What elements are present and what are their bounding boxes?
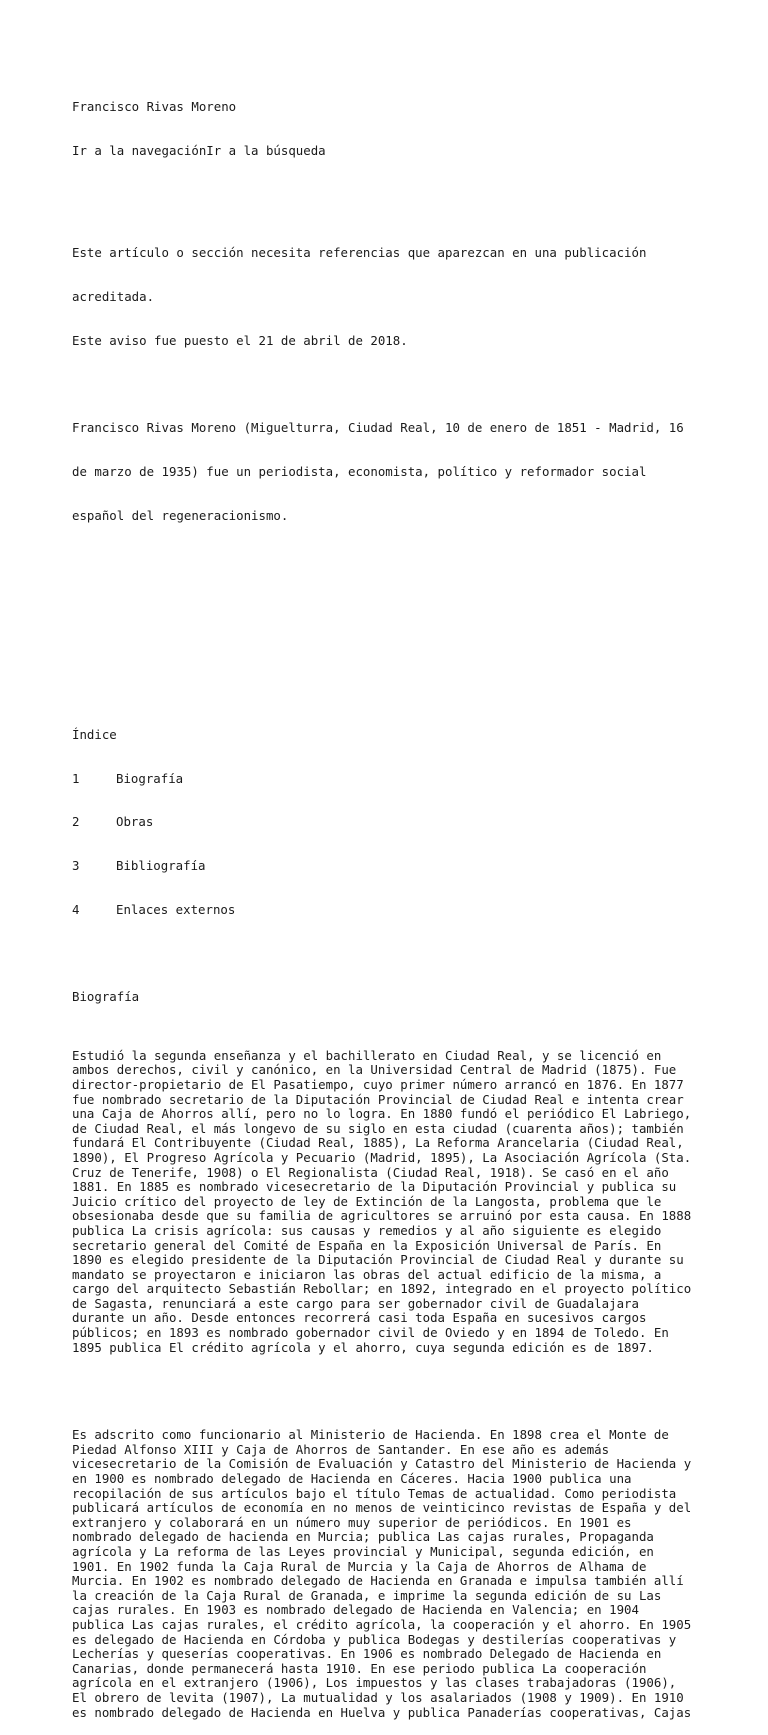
paragraph-line: Estudió la segunda enseñanza y el bachillerato en Ciudad Real, y se licenció en <box>72 1047 662 1063</box>
paragraph-line: recopilación de sus artículos bajo el título Temas de actualidad. Como periodista <box>72 1485 677 1501</box>
intro-line: Francisco Rivas Moreno (Miguelturra, Ciudad Real, 10 de enero de 1851 - Madrid, 16 <box>72 420 684 436</box>
toc-item[interactable] <box>72 815 712 830</box>
paragraph-line: Murcia. En 1902 es nombrado delegado de Hacienda en Granada e impulsa también allí <box>72 1573 684 1589</box>
paragraph-line: agrícola y La reforma de las Leyes provincial y Municipal, segunda edición, en <box>72 1543 654 1559</box>
paragraph-line: de Sagasta, renunciará a este cargo para ser gobernador civil de Guadalajara <box>72 1295 639 1311</box>
paragraph-line: agrícola en el extranjero (1906), Los impuestos y las clases trabajadoras (1906), <box>72 1675 677 1691</box>
paragraph-line: secretario general del Comité de España en la Exposición Universal de París. En <box>72 1237 662 1253</box>
paragraph-line: obsesionaba desde que su familia de agricultores se arruinó por esta causa. En 1888 <box>72 1208 692 1224</box>
table-of-contents <box>72 699 712 947</box>
paragraph-line: vicesecretario de la Comisión de Evaluación y Catastro del Ministerio de Hacienda y <box>72 1456 692 1472</box>
toc-item-number: 4 <box>72 901 80 917</box>
intro-line: español del regeneracionismo. <box>72 507 289 523</box>
page-title: Francisco Rivas Moreno <box>72 99 237 115</box>
paragraph-line: fue nombrado secretario de la Diputación Provincial de Ciudad Real e intenta crear <box>72 1091 684 1107</box>
paragraph-line: Piedad Alfonso XIII y Caja de Ahorros de Santander. En ese año es además <box>72 1441 610 1457</box>
document-page <box>72 71 712 1735</box>
paragraph-line: 1890), El Progreso Agrícola y Pecuario (Madrid, 1895), La Asociación Agrícola (Sta. <box>72 1149 692 1165</box>
toc-item-label[interactable]: Bibliografía <box>116 858 206 874</box>
toc-item-label[interactable]: Obras <box>116 814 154 830</box>
paragraph-line: 1890 es elegido presidente de la Diputación Provincial de Ciudad Real y durante su <box>72 1252 684 1268</box>
navigation-links[interactable]: Ir a la navegaciónIr a la búsqueda <box>72 142 326 158</box>
notice-line-3: Este aviso fue puesto el 21 de abril de 2018. <box>72 332 408 348</box>
spacer <box>72 596 712 611</box>
paragraph-line: publica La crisis agrícola: sus causas y remedios y al año siguiente es elegido <box>72 1222 662 1238</box>
paragraph-line: de Ciudad Real, el más longevo de su siglo en esta ciudad (cuarenta años); también <box>72 1120 684 1136</box>
paragraph-line: es delegado de Hacienda en Córdoba y publica Bodegas y destilerías cooperativas y <box>72 1631 677 1647</box>
toc-item[interactable] <box>72 772 712 787</box>
paragraph-line: fundará El Contribuyente (Ciudad Real, 1885), La Reforma Arancelaria (Ciudad Real, <box>72 1135 684 1151</box>
toc-item-number: 3 <box>72 858 80 874</box>
intro-line: de marzo de 1935) fue un periodista, economista, político y reformador social <box>72 464 647 480</box>
toc-item[interactable] <box>72 859 712 874</box>
paragraph-line: 1895 publica El crédito agrícola y el ahorro, cuya segunda edición es de 1897. <box>72 1339 654 1355</box>
paragraph-line: publica Las cajas rurales, el crédito agrícola, la cooperación y el ahorro. En 1905 <box>72 1616 692 1632</box>
paragraph-line: El obrero de levita (1907), La mutualidad y los asalariados (1908 y 1909). En 1910 <box>72 1689 684 1705</box>
paragraph-line: es nombrado delegado de Hacienda en Huelva y publica Panaderías cooperativas, Cajas <box>72 1704 692 1720</box>
paragraph-line: una Caja de Ahorros allí, pero no lo logra. En 1880 fundó el periódico El Labriego, <box>72 1106 692 1122</box>
paragraph-line: Canarias, donde permanecerá hasta 1910. En ese periodo publica La cooperación <box>72 1660 647 1676</box>
paragraph-line: director-propietario de El Pasatiempo, cuyo primer número arrancó en 1876. En 1877 <box>72 1076 684 1092</box>
notice-line-1: Este artículo o sección necesita referencias que aparezcan en una publicación <box>72 245 647 261</box>
paragraph-line: 1901. En 1902 funda la Caja Rural de Murcia y la Caja de Ahorros de Alhama de <box>72 1558 647 1574</box>
toc-item[interactable] <box>72 903 712 918</box>
body-paragraph-2 <box>72 1428 712 1720</box>
spacer <box>72 1384 712 1399</box>
paragraph-line: Es adscrito como funcionario al Ministerio de Hacienda. En 1898 crea el Monte de <box>72 1427 669 1443</box>
toc-item-label[interactable]: Enlaces externos <box>116 901 236 917</box>
paragraph-line: extranjero y colaborará en un número muy superior de periódicos. En 1901 es <box>72 1514 632 1530</box>
paragraph-line: Cruz de Tenerife, 1908) o El Regionalista (Ciudad Real, 1918). Se casó en el año <box>72 1164 669 1180</box>
paragraph-line: la creación de la Caja Rural de Granada, e imprime la segunda edición de su Las <box>72 1587 662 1603</box>
intro-paragraph <box>72 392 712 553</box>
spacer <box>72 188 712 203</box>
paragraph-line: Juicio crítico del proyecto de ley de Extinción de la Langosta, problema que le <box>72 1193 662 1209</box>
paragraph-line: publicará artículos de economía en no menos de veinticinco revistas de España y del <box>72 1500 692 1516</box>
toc-item-number: 2 <box>72 814 80 830</box>
spacer <box>72 640 712 655</box>
toc-item-number: 1 <box>72 770 80 786</box>
paragraph-line: Lecherías y queserías cooperativas. En 1906 es nombrado Delegado de Hacienda en <box>72 1646 662 1662</box>
toc-heading: Índice <box>72 726 117 742</box>
paragraph-line: nombrado delegado de hacienda en Murcia; publica Las cajas rurales, Propaganda <box>72 1529 654 1545</box>
body-paragraph-1 <box>72 1049 712 1355</box>
paragraph-line: mandato se proyectaron e iniciaron las obras del actual edificio de la misma, a <box>72 1266 662 1282</box>
paragraph-line: durante un año. Desde entonces recorrerá casi toda España en sucesivos cargos <box>72 1310 647 1326</box>
paragraph-line: 1881. En 1885 es nombrado vicesecretario de la Diputación Provincial y publica su <box>72 1179 677 1195</box>
toc-item-label[interactable]: Biografía <box>116 770 184 786</box>
paragraph-line: ambos derechos, civil y canónico, en la Universidad Central de Madrid (1875). Fue <box>72 1062 677 1078</box>
section-heading: Biografía <box>72 989 140 1005</box>
paragraph-line: en 1900 es nombrado delegado de Hacienda en Cáceres. Hacia 1900 publica una <box>72 1471 632 1486</box>
notice-line-2: acreditada. <box>72 288 155 304</box>
paragraph-line: cajas rurales. En 1903 es nombrado delegado de Hacienda en Valencia; en 1904 <box>72 1602 639 1618</box>
paragraph-line: públicos; en 1893 es nombrado gobernador civil de Oviedo y en 1894 de Toledo. En <box>72 1325 669 1341</box>
paragraph-line: cargo del arquitecto Sebastián Rebollar; en 1892, integrado en el proyecto político <box>72 1281 692 1297</box>
